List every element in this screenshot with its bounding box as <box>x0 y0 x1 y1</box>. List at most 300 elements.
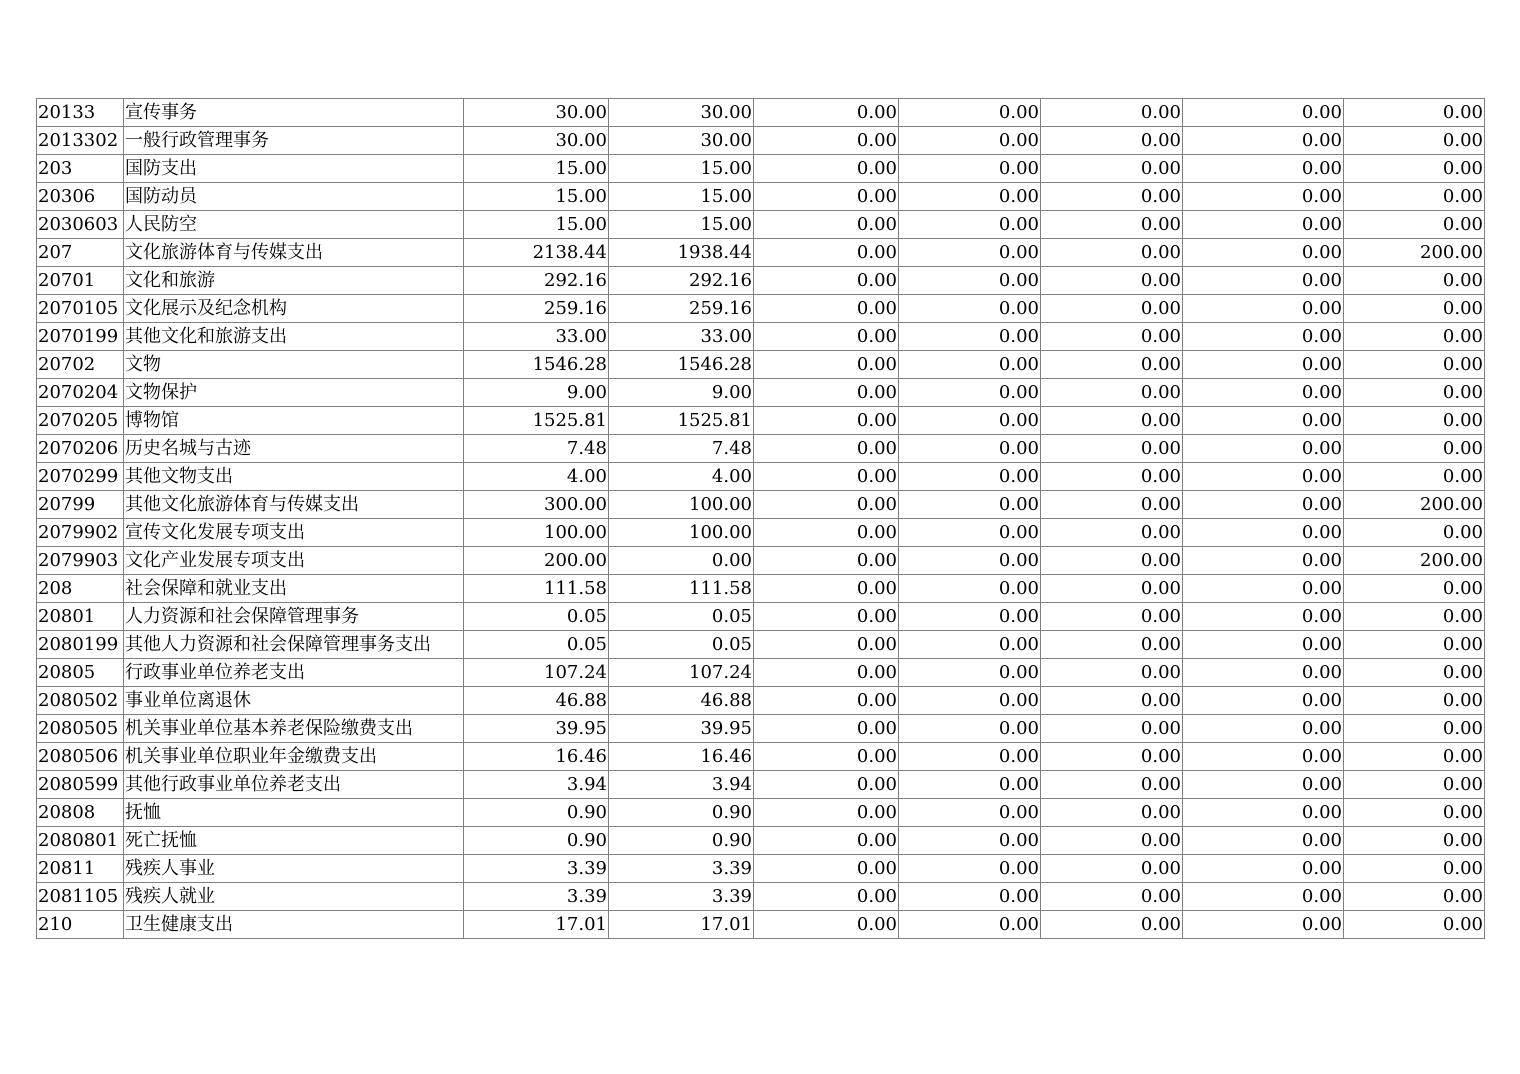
amount-cell-3: 0.00 <box>754 575 899 603</box>
subject-name-cell: 其他文化和旅游支出 <box>124 323 464 351</box>
amount-cell-3: 0.00 <box>754 127 899 155</box>
amount-cell-6: 0.00 <box>1183 155 1344 183</box>
amount-cell-1: 15.00 <box>464 211 609 239</box>
amount-cell-5: 0.00 <box>1041 547 1183 575</box>
subject-code-cell: 2080801 <box>37 827 124 855</box>
table-row <box>37 267 1485 295</box>
amount-cell-6: 0.00 <box>1183 211 1344 239</box>
amount-cell-2: 17.01 <box>609 911 754 939</box>
amount-cell-4: 0.00 <box>899 491 1041 519</box>
amount-cell-5: 0.00 <box>1041 855 1183 883</box>
amount-cell-1: 3.39 <box>464 855 609 883</box>
subject-name-cell: 其他文物支出 <box>124 463 464 491</box>
amount-cell-3: 0.00 <box>754 631 899 659</box>
amount-cell-4: 0.00 <box>899 827 1041 855</box>
amount-cell-7: 0.00 <box>1344 435 1485 463</box>
subject-code-cell: 2070206 <box>37 435 124 463</box>
amount-cell-6: 0.00 <box>1183 407 1344 435</box>
subject-name-cell: 文化产业发展专项支出 <box>124 547 464 575</box>
amount-cell-5: 0.00 <box>1041 267 1183 295</box>
amount-cell-3: 0.00 <box>754 603 899 631</box>
amount-cell-1: 33.00 <box>464 323 609 351</box>
table-row <box>37 211 1485 239</box>
amount-cell-3: 0.00 <box>754 827 899 855</box>
subject-code-cell: 2070105 <box>37 295 124 323</box>
amount-cell-4: 0.00 <box>899 127 1041 155</box>
table-row <box>37 407 1485 435</box>
amount-cell-2: 33.00 <box>609 323 754 351</box>
amount-cell-6: 0.00 <box>1183 547 1344 575</box>
amount-cell-4: 0.00 <box>899 855 1041 883</box>
amount-cell-3: 0.00 <box>754 799 899 827</box>
amount-cell-7: 0.00 <box>1344 883 1485 911</box>
amount-cell-4: 0.00 <box>899 911 1041 939</box>
subject-code-cell: 20702 <box>37 351 124 379</box>
table-row <box>37 547 1485 575</box>
table-row <box>37 155 1485 183</box>
amount-cell-6: 0.00 <box>1183 631 1344 659</box>
amount-cell-3: 0.00 <box>754 687 899 715</box>
amount-cell-2: 0.00 <box>609 547 754 575</box>
amount-cell-1: 17.01 <box>464 911 609 939</box>
subject-name-cell: 文化旅游体育与传媒支出 <box>124 239 464 267</box>
amount-cell-1: 107.24 <box>464 659 609 687</box>
amount-cell-4: 0.00 <box>899 211 1041 239</box>
amount-cell-5: 0.00 <box>1041 603 1183 631</box>
subject-name-cell: 事业单位离退休 <box>124 687 464 715</box>
amount-cell-5: 0.00 <box>1041 519 1183 547</box>
amount-cell-5: 0.00 <box>1041 827 1183 855</box>
subject-name-cell: 国防支出 <box>124 155 464 183</box>
subject-name-cell: 历史名城与古迹 <box>124 435 464 463</box>
amount-cell-7: 0.00 <box>1344 575 1485 603</box>
amount-cell-7: 0.00 <box>1344 323 1485 351</box>
amount-cell-3: 0.00 <box>754 547 899 575</box>
amount-cell-7: 200.00 <box>1344 491 1485 519</box>
amount-cell-1: 4.00 <box>464 463 609 491</box>
amount-cell-6: 0.00 <box>1183 183 1344 211</box>
table-row <box>37 295 1485 323</box>
amount-cell-3: 0.00 <box>754 379 899 407</box>
amount-cell-6: 0.00 <box>1183 323 1344 351</box>
amount-cell-3: 0.00 <box>754 883 899 911</box>
table-row <box>37 715 1485 743</box>
amount-cell-7: 0.00 <box>1344 407 1485 435</box>
table-row <box>37 855 1485 883</box>
amount-cell-7: 200.00 <box>1344 547 1485 575</box>
amount-cell-4: 0.00 <box>899 519 1041 547</box>
amount-cell-3: 0.00 <box>754 155 899 183</box>
amount-cell-6: 0.00 <box>1183 883 1344 911</box>
amount-cell-4: 0.00 <box>899 715 1041 743</box>
amount-cell-7: 0.00 <box>1344 687 1485 715</box>
amount-cell-3: 0.00 <box>754 743 899 771</box>
amount-cell-2: 46.88 <box>609 687 754 715</box>
amount-cell-5: 0.00 <box>1041 575 1183 603</box>
amount-cell-1: 100.00 <box>464 519 609 547</box>
amount-cell-6: 0.00 <box>1183 239 1344 267</box>
amount-cell-6: 0.00 <box>1183 743 1344 771</box>
subject-code-cell: 20805 <box>37 659 124 687</box>
amount-cell-5: 0.00 <box>1041 659 1183 687</box>
amount-cell-4: 0.00 <box>899 603 1041 631</box>
amount-cell-1: 15.00 <box>464 155 609 183</box>
table-row <box>37 99 1485 127</box>
amount-cell-4: 0.00 <box>899 407 1041 435</box>
subject-name-cell: 宣传事务 <box>124 99 464 127</box>
amount-cell-3: 0.00 <box>754 239 899 267</box>
subject-code-cell: 203 <box>37 155 124 183</box>
amount-cell-7: 0.00 <box>1344 351 1485 379</box>
amount-cell-1: 2138.44 <box>464 239 609 267</box>
amount-cell-5: 0.00 <box>1041 379 1183 407</box>
amount-cell-5: 0.00 <box>1041 799 1183 827</box>
amount-cell-2: 107.24 <box>609 659 754 687</box>
amount-cell-5: 0.00 <box>1041 463 1183 491</box>
amount-cell-2: 1546.28 <box>609 351 754 379</box>
amount-cell-4: 0.00 <box>899 799 1041 827</box>
subject-name-cell: 机关事业单位基本养老保险缴费支出 <box>124 715 464 743</box>
amount-cell-5: 0.00 <box>1041 771 1183 799</box>
amount-cell-6: 0.00 <box>1183 519 1344 547</box>
amount-cell-3: 0.00 <box>754 771 899 799</box>
amount-cell-6: 0.00 <box>1183 463 1344 491</box>
amount-cell-2: 0.05 <box>609 603 754 631</box>
table-row <box>37 603 1485 631</box>
subject-name-cell: 文物 <box>124 351 464 379</box>
amount-cell-1: 111.58 <box>464 575 609 603</box>
amount-cell-6: 0.00 <box>1183 99 1344 127</box>
amount-cell-6: 0.00 <box>1183 603 1344 631</box>
amount-cell-7: 0.00 <box>1344 603 1485 631</box>
amount-cell-4: 0.00 <box>899 547 1041 575</box>
subject-name-cell: 机关事业单位职业年金缴费支出 <box>124 743 464 771</box>
subject-code-cell: 2080506 <box>37 743 124 771</box>
amount-cell-5: 0.00 <box>1041 183 1183 211</box>
table-row <box>37 743 1485 771</box>
amount-cell-4: 0.00 <box>899 687 1041 715</box>
amount-cell-1: 30.00 <box>464 99 609 127</box>
amount-cell-3: 0.00 <box>754 295 899 323</box>
amount-cell-5: 0.00 <box>1041 715 1183 743</box>
table-row <box>37 575 1485 603</box>
amount-cell-1: 0.90 <box>464 827 609 855</box>
amount-cell-1: 0.05 <box>464 631 609 659</box>
amount-cell-1: 7.48 <box>464 435 609 463</box>
amount-cell-7: 0.00 <box>1344 155 1485 183</box>
amount-cell-2: 292.16 <box>609 267 754 295</box>
subject-name-cell: 行政事业单位养老支出 <box>124 659 464 687</box>
amount-cell-6: 0.00 <box>1183 715 1344 743</box>
amount-cell-2: 259.16 <box>609 295 754 323</box>
amount-cell-5: 0.00 <box>1041 743 1183 771</box>
amount-cell-5: 0.00 <box>1041 323 1183 351</box>
subject-code-cell: 20306 <box>37 183 124 211</box>
amount-cell-6: 0.00 <box>1183 799 1344 827</box>
amount-cell-5: 0.00 <box>1041 687 1183 715</box>
subject-code-cell: 20808 <box>37 799 124 827</box>
table-row <box>37 799 1485 827</box>
amount-cell-4: 0.00 <box>899 883 1041 911</box>
amount-cell-4: 0.00 <box>899 295 1041 323</box>
amount-cell-7: 0.00 <box>1344 127 1485 155</box>
subject-code-cell: 2070199 <box>37 323 124 351</box>
amount-cell-7: 0.00 <box>1344 799 1485 827</box>
amount-cell-4: 0.00 <box>899 435 1041 463</box>
amount-cell-2: 39.95 <box>609 715 754 743</box>
amount-cell-1: 3.39 <box>464 883 609 911</box>
amount-cell-2: 15.00 <box>609 211 754 239</box>
amount-cell-3: 0.00 <box>754 855 899 883</box>
amount-cell-4: 0.00 <box>899 743 1041 771</box>
amount-cell-7: 0.00 <box>1344 99 1485 127</box>
amount-cell-6: 0.00 <box>1183 659 1344 687</box>
subject-name-cell: 其他人力资源和社会保障管理事务支出 <box>124 631 464 659</box>
subject-code-cell: 20701 <box>37 267 124 295</box>
amount-cell-5: 0.00 <box>1041 211 1183 239</box>
amount-cell-1: 3.94 <box>464 771 609 799</box>
amount-cell-5: 0.00 <box>1041 99 1183 127</box>
amount-cell-4: 0.00 <box>899 323 1041 351</box>
amount-cell-2: 30.00 <box>609 127 754 155</box>
table-row <box>37 883 1485 911</box>
subject-name-cell: 一般行政管理事务 <box>124 127 464 155</box>
amount-cell-5: 0.00 <box>1041 883 1183 911</box>
amount-cell-6: 0.00 <box>1183 435 1344 463</box>
amount-cell-5: 0.00 <box>1041 491 1183 519</box>
amount-cell-5: 0.00 <box>1041 295 1183 323</box>
amount-cell-2: 4.00 <box>609 463 754 491</box>
subject-code-cell: 2080599 <box>37 771 124 799</box>
amount-cell-3: 0.00 <box>754 183 899 211</box>
subject-code-cell: 20133 <box>37 99 124 127</box>
amount-cell-1: 259.16 <box>464 295 609 323</box>
amount-cell-1: 16.46 <box>464 743 609 771</box>
subject-name-cell: 人民防空 <box>124 211 464 239</box>
amount-cell-4: 0.00 <box>899 771 1041 799</box>
amount-cell-1: 39.95 <box>464 715 609 743</box>
amount-cell-2: 15.00 <box>609 155 754 183</box>
amount-cell-1: 1525.81 <box>464 407 609 435</box>
amount-cell-7: 0.00 <box>1344 715 1485 743</box>
table-row <box>37 379 1485 407</box>
amount-cell-3: 0.00 <box>754 267 899 295</box>
subject-name-cell: 文物保护 <box>124 379 464 407</box>
subject-code-cell: 2013302 <box>37 127 124 155</box>
amount-cell-2: 16.46 <box>609 743 754 771</box>
amount-cell-6: 0.00 <box>1183 827 1344 855</box>
amount-cell-4: 0.00 <box>899 155 1041 183</box>
amount-cell-2: 3.39 <box>609 855 754 883</box>
table-row <box>37 435 1485 463</box>
amount-cell-4: 0.00 <box>899 99 1041 127</box>
amount-cell-2: 0.05 <box>609 631 754 659</box>
table-row <box>37 183 1485 211</box>
amount-cell-5: 0.00 <box>1041 127 1183 155</box>
amount-cell-6: 0.00 <box>1183 127 1344 155</box>
subject-code-cell: 2079903 <box>37 547 124 575</box>
subject-code-cell: 210 <box>37 911 124 939</box>
amount-cell-5: 0.00 <box>1041 631 1183 659</box>
amount-cell-2: 1938.44 <box>609 239 754 267</box>
subject-name-cell: 卫生健康支出 <box>124 911 464 939</box>
table-row <box>37 463 1485 491</box>
amount-cell-3: 0.00 <box>754 323 899 351</box>
amount-cell-2: 9.00 <box>609 379 754 407</box>
table-row <box>37 827 1485 855</box>
budget-table <box>36 98 1485 939</box>
amount-cell-1: 46.88 <box>464 687 609 715</box>
amount-cell-3: 0.00 <box>754 659 899 687</box>
amount-cell-1: 292.16 <box>464 267 609 295</box>
subject-name-cell: 博物馆 <box>124 407 464 435</box>
amount-cell-7: 0.00 <box>1344 631 1485 659</box>
amount-cell-7: 0.00 <box>1344 267 1485 295</box>
subject-name-cell: 其他文化旅游体育与传媒支出 <box>124 491 464 519</box>
amount-cell-2: 1525.81 <box>609 407 754 435</box>
amount-cell-7: 0.00 <box>1344 183 1485 211</box>
amount-cell-7: 0.00 <box>1344 911 1485 939</box>
amount-cell-7: 0.00 <box>1344 519 1485 547</box>
amount-cell-4: 0.00 <box>899 351 1041 379</box>
table-row <box>37 351 1485 379</box>
amount-cell-3: 0.00 <box>754 351 899 379</box>
subject-code-cell: 2070205 <box>37 407 124 435</box>
amount-cell-5: 0.00 <box>1041 351 1183 379</box>
subject-name-cell: 文化展示及纪念机构 <box>124 295 464 323</box>
table-row <box>37 323 1485 351</box>
amount-cell-5: 0.00 <box>1041 155 1183 183</box>
subject-name-cell: 社会保障和就业支出 <box>124 575 464 603</box>
subject-code-cell: 2070204 <box>37 379 124 407</box>
amount-cell-4: 0.00 <box>899 659 1041 687</box>
amount-cell-3: 0.00 <box>754 99 899 127</box>
amount-cell-6: 0.00 <box>1183 491 1344 519</box>
amount-cell-2: 100.00 <box>609 491 754 519</box>
amount-cell-6: 0.00 <box>1183 911 1344 939</box>
amount-cell-3: 0.00 <box>754 463 899 491</box>
subject-code-cell: 2081105 <box>37 883 124 911</box>
amount-cell-2: 100.00 <box>609 519 754 547</box>
amount-cell-2: 30.00 <box>609 99 754 127</box>
amount-cell-7: 0.00 <box>1344 771 1485 799</box>
amount-cell-7: 0.00 <box>1344 463 1485 491</box>
amount-cell-6: 0.00 <box>1183 267 1344 295</box>
amount-cell-2: 3.94 <box>609 771 754 799</box>
amount-cell-4: 0.00 <box>899 379 1041 407</box>
amount-cell-7: 0.00 <box>1344 827 1485 855</box>
amount-cell-6: 0.00 <box>1183 295 1344 323</box>
amount-cell-1: 1546.28 <box>464 351 609 379</box>
subject-name-cell: 人力资源和社会保障管理事务 <box>124 603 464 631</box>
subject-name-cell: 残疾人就业 <box>124 883 464 911</box>
amount-cell-4: 0.00 <box>899 575 1041 603</box>
amount-cell-5: 0.00 <box>1041 407 1183 435</box>
subject-name-cell: 死亡抚恤 <box>124 827 464 855</box>
amount-cell-1: 200.00 <box>464 547 609 575</box>
subject-name-cell: 残疾人事业 <box>124 855 464 883</box>
amount-cell-7: 0.00 <box>1344 743 1485 771</box>
amount-cell-4: 0.00 <box>899 183 1041 211</box>
amount-cell-7: 0.00 <box>1344 379 1485 407</box>
amount-cell-5: 0.00 <box>1041 911 1183 939</box>
amount-cell-6: 0.00 <box>1183 575 1344 603</box>
subject-code-cell: 20799 <box>37 491 124 519</box>
amount-cell-1: 30.00 <box>464 127 609 155</box>
table-row <box>37 127 1485 155</box>
amount-cell-2: 0.90 <box>609 827 754 855</box>
amount-cell-3: 0.00 <box>754 211 899 239</box>
subject-name-cell: 国防动员 <box>124 183 464 211</box>
amount-cell-2: 111.58 <box>609 575 754 603</box>
subject-code-cell: 2079902 <box>37 519 124 547</box>
amount-cell-3: 0.00 <box>754 715 899 743</box>
amount-cell-5: 0.00 <box>1041 435 1183 463</box>
table-row <box>37 771 1485 799</box>
amount-cell-3: 0.00 <box>754 911 899 939</box>
amount-cell-3: 0.00 <box>754 519 899 547</box>
amount-cell-4: 0.00 <box>899 631 1041 659</box>
amount-cell-7: 200.00 <box>1344 239 1485 267</box>
amount-cell-7: 0.00 <box>1344 855 1485 883</box>
amount-cell-2: 15.00 <box>609 183 754 211</box>
amount-cell-4: 0.00 <box>899 463 1041 491</box>
table-row <box>37 687 1485 715</box>
amount-cell-6: 0.00 <box>1183 687 1344 715</box>
amount-cell-6: 0.00 <box>1183 855 1344 883</box>
amount-cell-3: 0.00 <box>754 435 899 463</box>
amount-cell-1: 15.00 <box>464 183 609 211</box>
subject-code-cell: 20801 <box>37 603 124 631</box>
table-row <box>37 631 1485 659</box>
table-row <box>37 911 1485 939</box>
subject-name-cell: 抚恤 <box>124 799 464 827</box>
subject-code-cell: 2030603 <box>37 211 124 239</box>
amount-cell-3: 0.00 <box>754 407 899 435</box>
subject-name-cell: 宣传文化发展专项支出 <box>124 519 464 547</box>
subject-name-cell: 其他行政事业单位养老支出 <box>124 771 464 799</box>
amount-cell-2: 0.90 <box>609 799 754 827</box>
subject-code-cell: 2080199 <box>37 631 124 659</box>
amount-cell-3: 0.00 <box>754 491 899 519</box>
table-row <box>37 519 1485 547</box>
subject-code-cell: 207 <box>37 239 124 267</box>
amount-cell-6: 0.00 <box>1183 379 1344 407</box>
table-row <box>37 239 1485 267</box>
subject-code-cell: 2080505 <box>37 715 124 743</box>
amount-cell-4: 0.00 <box>899 239 1041 267</box>
amount-cell-2: 7.48 <box>609 435 754 463</box>
amount-cell-5: 0.00 <box>1041 239 1183 267</box>
amount-cell-2: 3.39 <box>609 883 754 911</box>
amount-cell-4: 0.00 <box>899 267 1041 295</box>
amount-cell-7: 0.00 <box>1344 211 1485 239</box>
subject-name-cell: 文化和旅游 <box>124 267 464 295</box>
subject-code-cell: 2070299 <box>37 463 124 491</box>
table-row <box>37 491 1485 519</box>
subject-code-cell: 2080502 <box>37 687 124 715</box>
subject-code-cell: 208 <box>37 575 124 603</box>
subject-code-cell: 20811 <box>37 855 124 883</box>
amount-cell-7: 0.00 <box>1344 659 1485 687</box>
table-row <box>37 659 1485 687</box>
amount-cell-6: 0.00 <box>1183 771 1344 799</box>
amount-cell-1: 9.00 <box>464 379 609 407</box>
amount-cell-1: 0.05 <box>464 603 609 631</box>
amount-cell-7: 0.00 <box>1344 295 1485 323</box>
amount-cell-1: 300.00 <box>464 491 609 519</box>
amount-cell-1: 0.90 <box>464 799 609 827</box>
